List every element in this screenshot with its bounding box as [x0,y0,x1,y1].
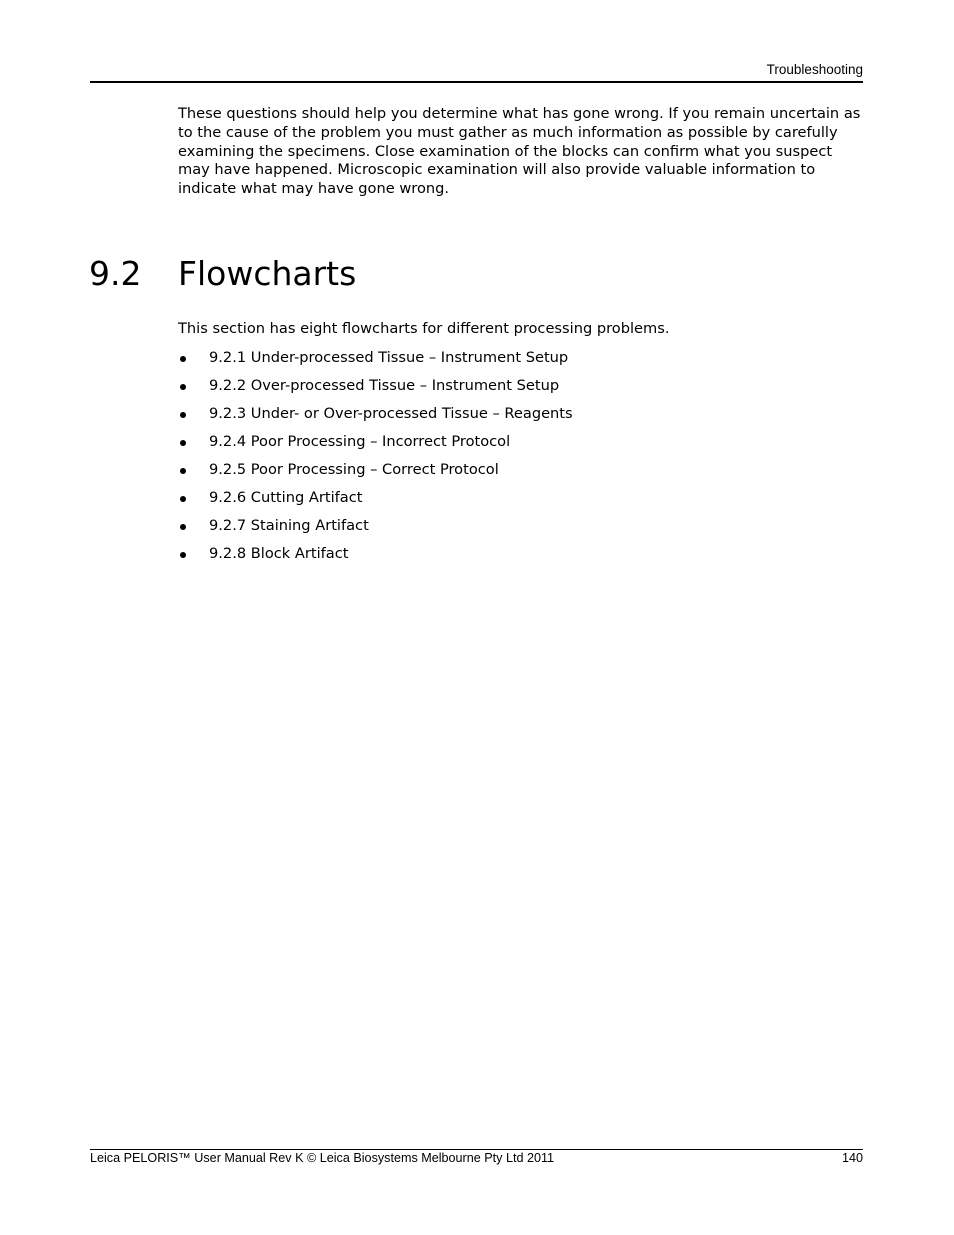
bullet-icon [180,468,186,474]
bullet-icon [180,496,186,502]
footer-text: Leica PELORIS™ User Manual Rev K © Leica Biosystems Melbourne Pty Ltd 2011 [90,1151,555,1165]
header-divider [90,81,863,83]
list-item-label: 9.2.8 Block Artifact [209,545,349,562]
section-intro: This section has eight flowcharts for different processing problems. [178,320,670,337]
bullet-icon [180,412,186,418]
list-item-label: 9.2.2 Over-processed Tissue – Instrument Setup [209,377,560,394]
section-number: 9.2 [89,254,142,293]
bullet-icon [180,552,186,558]
list-item-label: 9.2.1 Under-processed Tissue – Instrument Setup [209,349,569,366]
list-item-label: 9.2.3 Under- or Over-processed Tissue – Reagents [209,405,573,422]
list-item-label: 9.2.6 Cutting Artifact [209,489,363,506]
bullet-icon [180,356,186,362]
intro-paragraph: These questions should help you determine what has gone wrong. If you remain uncertain as to the cause of the problem you must gather as much information as possible by carefully examining the specimens. Close examination of the blocks can confirm what you suspect may have happened. Microscopic examination will also provide valuable information to indicate what may have gone wrong. [178,105,861,198]
running-header: Troubleshooting [766,62,863,77]
bullet-icon [180,384,186,390]
page-number: 140 [841,1151,863,1165]
footer-divider [90,1149,863,1150]
bullet-icon [180,524,186,530]
list-item-label: 9.2.4 Poor Processing – Incorrect Protocol [209,433,511,450]
bullet-icon [180,440,186,446]
section-title: Flowcharts [178,254,357,293]
section-heading [89,252,356,296]
list-item-label: 9.2.5 Poor Processing – Correct Protocol [209,461,499,478]
list-item-label: 9.2.7 Staining Artifact [209,517,369,534]
